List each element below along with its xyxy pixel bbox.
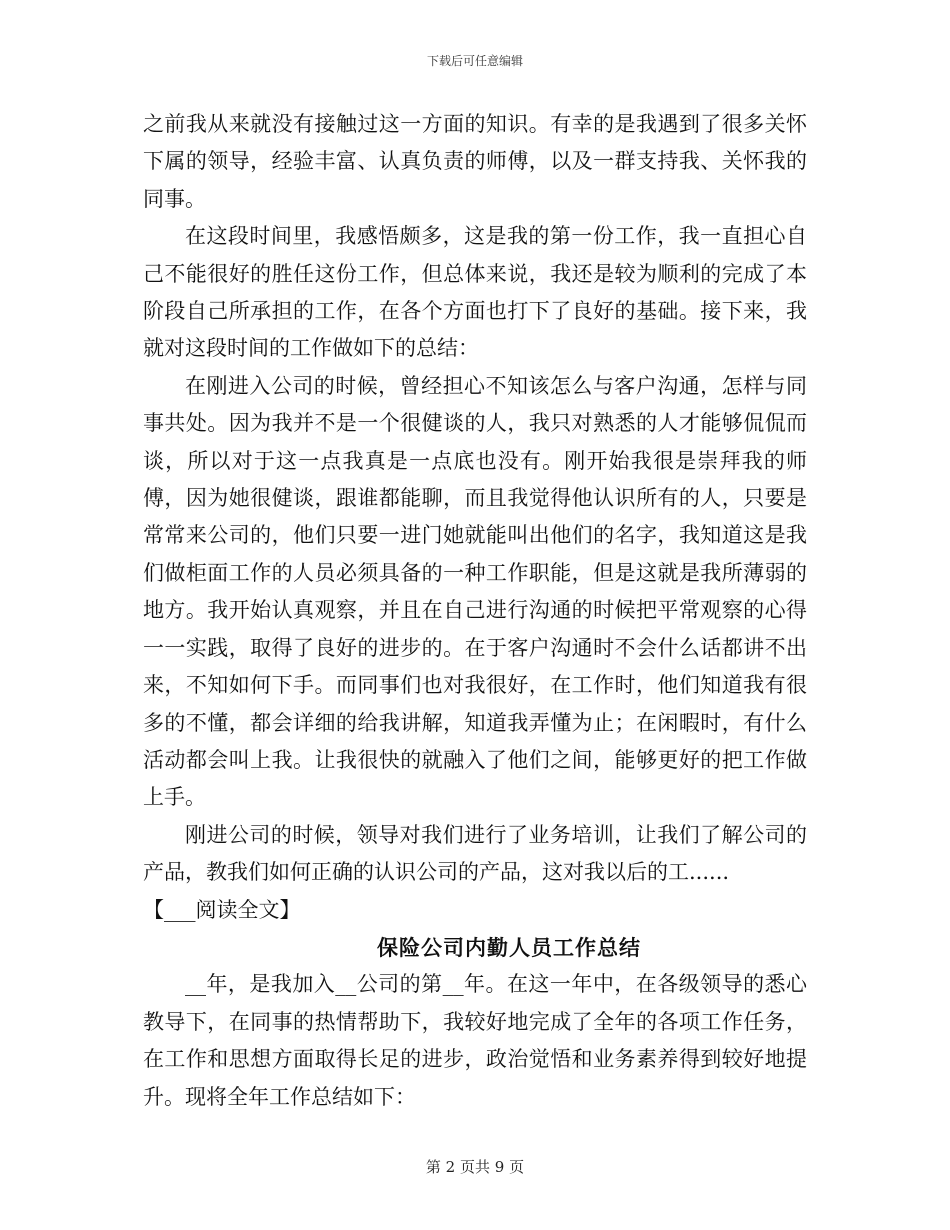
paragraph-section-intro: __年，是我加入__公司的第__年。在这一年中，在各级领导的悉心教导下，在同事的热情帮助下，我较好地完成了全年的各项工作任务，在工作和思想方面取得长足的进步，政治觉悟和业务素养得到较好地提升。现将全年工作总结如下：: [143, 972, 807, 1109]
document-body: [143, 106, 807, 1116]
paragraph-feelings: 在这段时间里，我感悟颇多，这是我的第一份工作，我一直担心自己不能很好的胜任这份工作，但总体来说，我还是较为顺利的完成了本阶段自己所承担的工作，在各个方面也打下了良好的基础。接下来，我就对这段时间的工作做如下的总结：: [143, 224, 807, 361]
paragraph-continuation: 之前我从来就没有接触过这一方面的知识。有幸的是我遇到了很多关怀下属的领导，经验丰富、认真负责的师傅，以及一群支持我、关怀我的同事。: [143, 112, 807, 211]
page-header: 下载后可任意编辑: [426, 54, 523, 68]
paragraph-communication: 在刚进入公司的时候，曾经担心不知该怎么与客户沟通，怎样与同事共处。因为我并不是一个很健谈的人，我只对熟悉的人才能够侃侃而谈，所以对于这一点我真是一点底也没有。刚开始我很是崇拜我的师傅，因为她很健谈，跟谁都能聊，而且我觉得他认识所有的人，只要是常常来公司的，他们只要一进门她就能叫出他们的名字，我知道这是我们做柜面工作的人员必须具备的一种工作职能，但是这就是我所薄弱的地方。我开始认真观察，并且在自己进行沟通的时候把平常观察的心得一一实践，取得了良好的进步的。在于客户沟通时不会什么话都讲不出来，不知如何下手。而同事们也对我很好，在工作时，他们知道我有很多的不懂，都会详细的给我讲解，知道我弄懂为止；在闲暇时，有什么活动都会叫上我。让我很快的就融入了他们之间，能够更好的把工作做上手。: [143, 373, 807, 810]
read-full-text-link[interactable]: 【___阅读全文】: [143, 897, 301, 922]
page-footer: 第 2 页共 9 页: [425, 1158, 525, 1176]
paragraph-training: 刚进公司的时候，领导对我们进行了业务培训，让我们了解公司的产品，教我们如何正确的认识公司的产品，这对我以后的工......: [143, 822, 807, 885]
section-title: 保险公司内勤人员工作总结: [377, 934, 641, 960]
